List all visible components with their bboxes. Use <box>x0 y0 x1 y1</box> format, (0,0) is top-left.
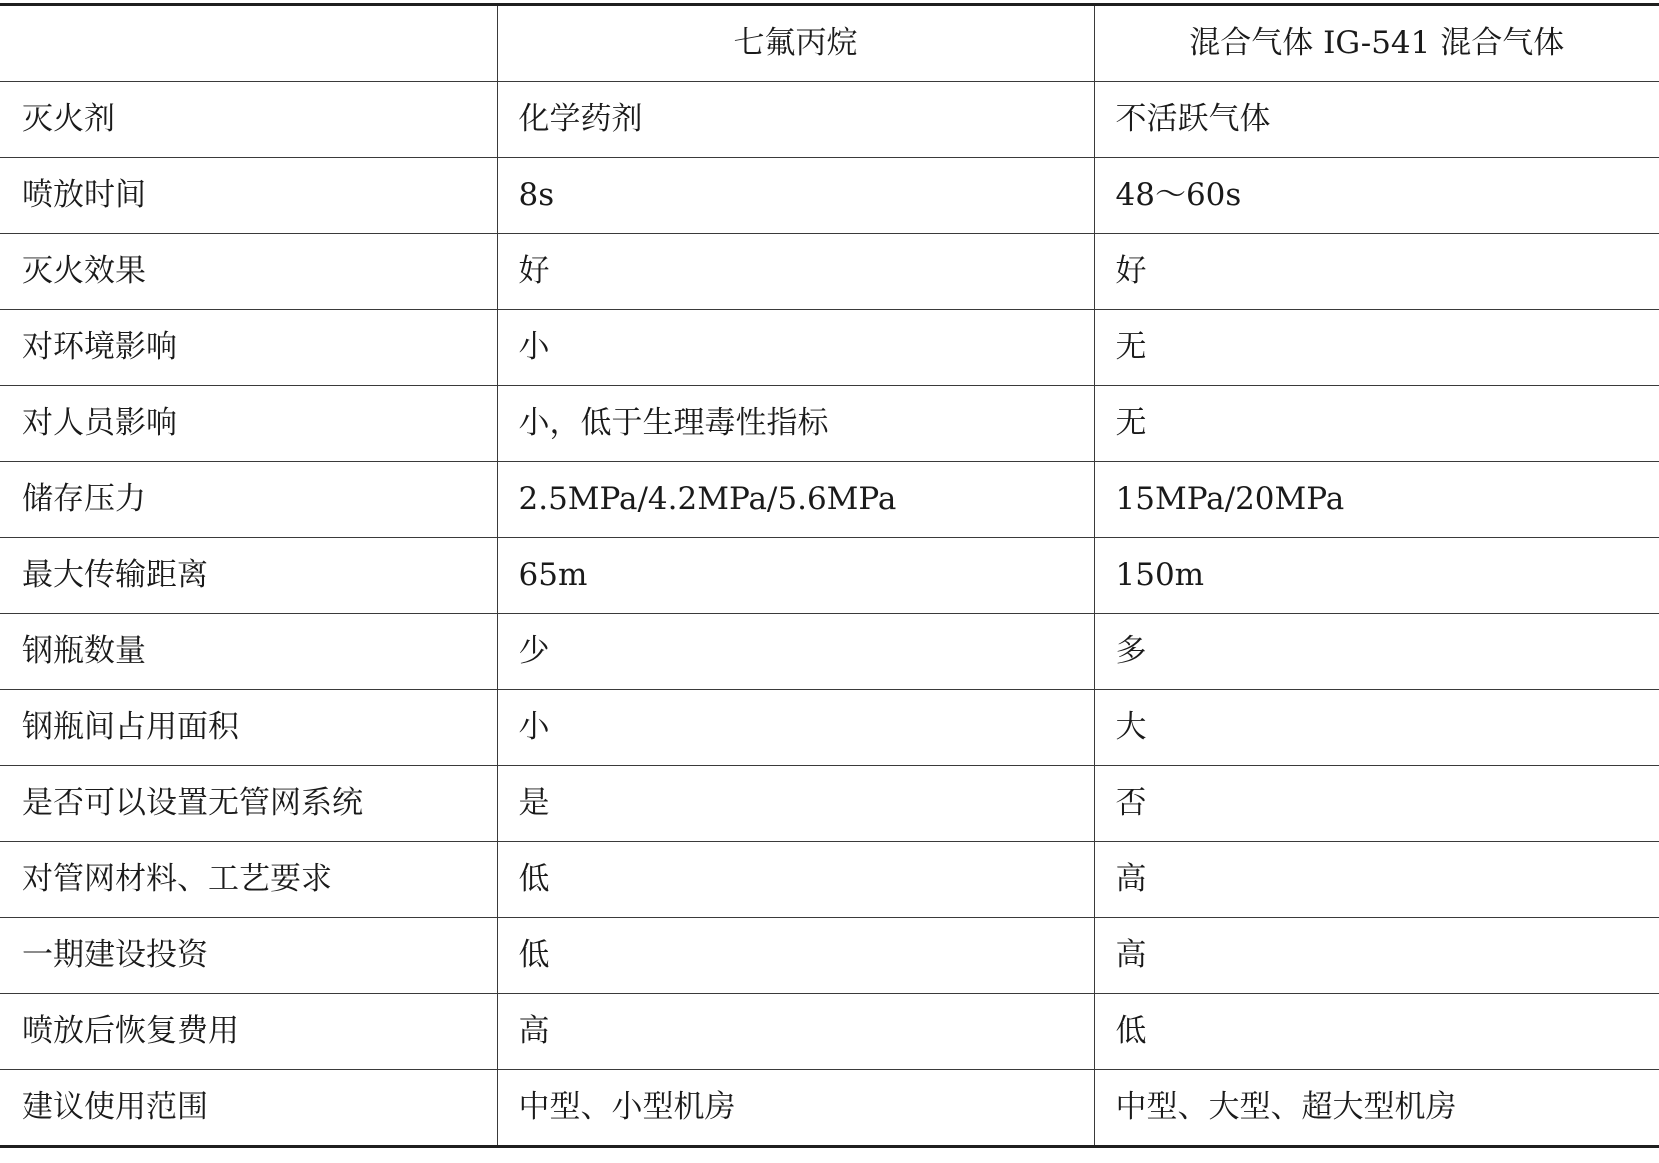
table-row <box>0 614 1659 690</box>
table-header <box>0 5 1659 82</box>
table-row <box>0 918 1659 994</box>
ig541-value: 多 <box>1094 614 1659 690</box>
row-label: 储存压力 <box>0 462 497 538</box>
ig541-value: 高 <box>1094 918 1659 994</box>
header-cell-ig541: 混合气体 IG-541 混合气体 <box>1094 5 1659 82</box>
table-row <box>0 538 1659 614</box>
heptafluoropropane-value: 少 <box>497 614 1094 690</box>
heptafluoropropane-value: 65m <box>497 538 1094 614</box>
row-label: 灭火效果 <box>0 234 497 310</box>
header-cell-blank <box>0 5 497 82</box>
table-row <box>0 310 1659 386</box>
ig541-value: 无 <box>1094 386 1659 462</box>
heptafluoropropane-value: 好 <box>497 234 1094 310</box>
row-label: 一期建设投资 <box>0 918 497 994</box>
row-label: 是否可以设置无管网系统 <box>0 766 497 842</box>
table-row <box>0 1070 1659 1147</box>
row-label: 喷放后恢复费用 <box>0 994 497 1070</box>
ig541-value: 不活跃气体 <box>1094 82 1659 158</box>
heptafluoropropane-value: 低 <box>497 842 1094 918</box>
heptafluoropropane-value: 化学药剂 <box>497 82 1094 158</box>
heptafluoropropane-value: 小 <box>497 310 1094 386</box>
table-body <box>0 82 1659 1147</box>
row-label: 对人员影响 <box>0 386 497 462</box>
table-row <box>0 386 1659 462</box>
row-label: 最大传输距离 <box>0 538 497 614</box>
ig541-value: 48～60s <box>1094 158 1659 234</box>
heptafluoropropane-value: 小，低于生理毒性指标 <box>497 386 1094 462</box>
row-label: 建议使用范围 <box>22 1089 208 1125</box>
heptafluoropropane-value: 中型、小型机房 <box>497 1070 1094 1147</box>
heptafluoropropane-value: 高 <box>497 994 1094 1070</box>
ig541-value: 高 <box>1094 842 1659 918</box>
row-label: 钢瓶间占用面积 <box>0 690 497 766</box>
table-row <box>0 690 1659 766</box>
table-row <box>0 842 1659 918</box>
heptafluoropropane-value: 8s <box>497 158 1094 234</box>
header-row <box>0 5 1659 82</box>
comparison-table <box>0 3 1659 1148</box>
ig541-value: 好 <box>1094 234 1659 310</box>
row-label: 对管网材料、工艺要求 <box>0 842 497 918</box>
table-row <box>0 994 1659 1070</box>
ig541-value: 否 <box>1094 766 1659 842</box>
ig541-value: 大 <box>1094 690 1659 766</box>
ig541-value: 无 <box>1094 310 1659 386</box>
header-cell-heptafluoropropane: 七氟丙烷 <box>497 5 1094 82</box>
ig541-value: 低 <box>1094 994 1659 1070</box>
row-label: 灭火剂 <box>0 82 497 158</box>
table-row <box>0 82 1659 158</box>
table-row <box>0 766 1659 842</box>
ig541-value: 15MPa/20MPa <box>1094 462 1659 538</box>
heptafluoropropane-value: 小 <box>497 690 1094 766</box>
row-label: 喷放时间 <box>0 158 497 234</box>
row-label: 对环境影响 <box>0 310 497 386</box>
table-row <box>0 158 1659 234</box>
heptafluoropropane-value: 2.5MPa/4.2MPa/5.6MPa <box>497 462 1094 538</box>
ig541-value: 中型、大型、超大型机房 <box>1094 1070 1659 1147</box>
heptafluoropropane-value: 是 <box>497 766 1094 842</box>
row-label: 钢瓶数量 <box>0 614 497 690</box>
heptafluoropropane-value: 低 <box>497 918 1094 994</box>
table-row <box>0 234 1659 310</box>
ig541-value: 150m <box>1094 538 1659 614</box>
table-row <box>0 462 1659 538</box>
